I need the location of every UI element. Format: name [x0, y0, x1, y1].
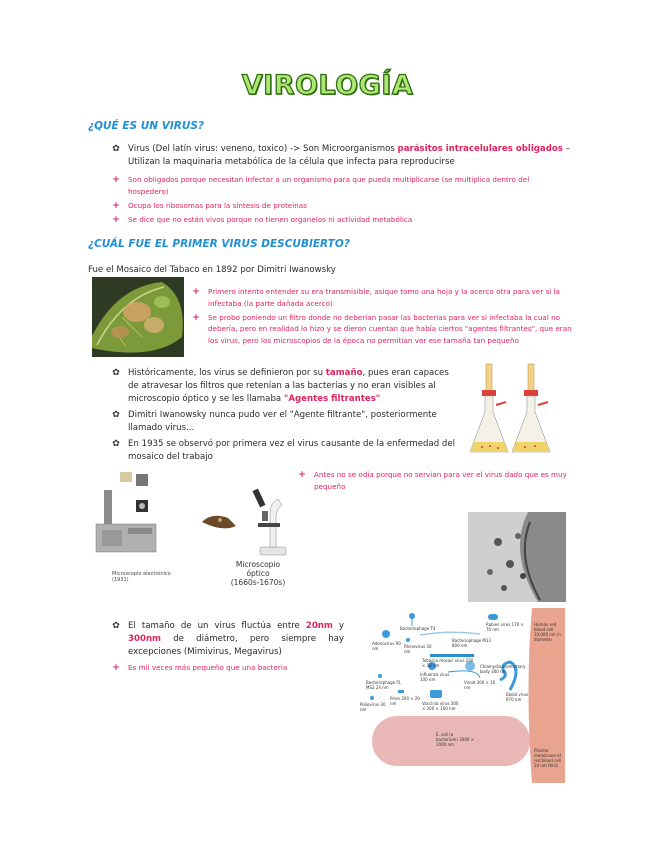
bullet-filtro: Se probo poniendo un filtro donde no deberían pasar las bacterias para ver si infectaba la cual no debería, pero en realidad lo hizo y se dieron cuentan que había ciertos "agentes filtrantes", que eran los virus, pero los microscopios de la época no permitian ver ese tamaña tan pequeño [208, 312, 572, 346]
flower-bullet-icon: ✿ [112, 621, 120, 631]
label-rbc: Human red blood cell 10,000 nm in diameter [534, 622, 561, 642]
page-title: VIROLOGÍA [241, 70, 414, 101]
history-highlight-filtrantes: "Agentes filtrantes" [283, 394, 381, 404]
definition-block [110, 143, 570, 169]
label-viroid: Viroid 300 × 10 nm [464, 680, 496, 690]
label-m13: Bacteriophage M13 800 nm [452, 638, 491, 648]
section-heading-what-is-virus: ¿QUÉ ES UN VIRUS? [88, 120, 205, 132]
plus-bullet-icon: + [192, 287, 200, 297]
definition-highlight: parásitos intracelulares obligados [397, 144, 563, 154]
antique-microscope-image [200, 508, 240, 532]
history-highlight-size: tamaño [325, 368, 363, 378]
first-virus-intro: Fue el Mosaico del Tabaco en 1892 por Dimitri Iwanowsky [88, 265, 336, 275]
plus-bullet-icon: + [112, 200, 120, 211]
size-highlight-min: 20nm [305, 621, 333, 631]
label-membrane: Plasma membrane of red blood cell 10 nm thick [534, 748, 562, 768]
label-chlamydia: Chlamydia elementary body 300 nm [480, 664, 526, 674]
plus-bullet-icon: + [112, 175, 120, 185]
size-block [110, 620, 344, 674]
section-heading-first-virus: ¿CUÁL FUE EL PRIMER VIRUS DESCUBIERTO? [88, 238, 350, 250]
size-comparison-diagram [360, 608, 565, 783]
iwanowsky-point: Dimitri Iwanowsky nunca pudo ver el "Agente filtrante", posteriormente llamado virus... [128, 410, 437, 433]
label-tobacco: Tobacco mosaic virus 250 × 18 nm [422, 658, 474, 668]
point-1935: En 1935 se observó por primera vez el virus causante de la enfermedad del mosaico del trabajo [128, 439, 456, 462]
label-vaccinia: Vaccinia virus 300 × 200 × 100 nm [422, 701, 459, 711]
plus-bullet-icon: + [112, 663, 120, 673]
flower-bullet-icon: ✿ [112, 144, 120, 154]
label-t4: Bacteriophage T4 [400, 626, 436, 631]
optical-caption-2: óptico [246, 569, 270, 578]
label-adenovirus: Adenovirus 90 nm [372, 641, 401, 651]
history-block [110, 367, 456, 464]
flower-bullet-icon: ✿ [112, 439, 120, 449]
section1-bullets [110, 174, 570, 226]
definition-rest: – Utilizan la maquinaria metabólica de la célula que infecta para reproducirse [128, 144, 570, 167]
size-highlight-max: 300nm [128, 634, 162, 644]
plus-bullet-icon: + [112, 214, 120, 225]
bullet-ribosomas: Ocupa los ribosomas para la síntesis de proteínas [128, 200, 307, 210]
label-rhinovirus: Rhinovirus 30 nm [404, 644, 432, 654]
history-text: Históricamente, los virus se definieron por su [128, 368, 326, 378]
definition-text: Virus (Del latín virus: veneno, toxico) -> Son Microorganismos [128, 144, 398, 154]
label-influenza: Influenza virus 100 nm [420, 672, 450, 682]
plus-bullet-icon: + [298, 470, 306, 480]
optical-caption-3: (1660s-1670s) [230, 578, 286, 587]
label-poliovirus: Poliovirus 30 nm [360, 702, 386, 712]
note-text: Antes no se odia porque no servian para ver el virus dado que es muy pequeño [314, 470, 567, 491]
label-prion: Prion 200 × 20 nm [390, 696, 420, 706]
size-text-2: y [332, 621, 344, 631]
flower-bullet-icon: ✿ [112, 410, 120, 420]
size-text-3: de diámetro, pero siempre hay excepciones (Mimivirus, Megavirus) [128, 634, 344, 657]
label-ebola: Ebola virus 970 nm [506, 692, 529, 702]
electron-micrograph-image [468, 512, 566, 602]
note-block [296, 469, 568, 493]
label-rabies: Rabies virus 170 × 70 nm [486, 622, 524, 632]
optical-microscope-image [248, 485, 290, 557]
bullet-mil-veces: Es mil veces más pequeño que una bacteria [128, 663, 288, 672]
section2-bullets [190, 286, 572, 347]
tobacco-leaf-image [92, 277, 184, 357]
electron-microscope-image [92, 470, 170, 574]
plus-bullet-icon: + [192, 312, 200, 323]
bullet-obligados: Son obligados porque necesitan infectar a un organismo para que pueda multiplicarse (se multiplica dentro del hospedero) [128, 175, 530, 196]
history-text-2: , pues eran capaces de atravesar los filtros que retenían a las bacterias y no eran visibles al microscopio óptico y se les llamaba [128, 368, 449, 404]
filter-flasks-image [470, 360, 562, 460]
bullet-transmisible: Primero intento entender su era transmisible, asique tomo una hoja y la acerco otra para ver si la infectaba (la parte dañada acerco) [208, 287, 560, 308]
label-ecoli: E. coli (a bacterium) 3000 × 1000 nm [436, 732, 475, 747]
bullet-no-vivos: Se dice que no están vivos porque no tienen organelos ni actividad metabólica [128, 214, 413, 224]
size-text: El tamaño de un virus fluctúa entre [128, 621, 306, 631]
electron-microscope-caption: Microscopio electrónico (1931) [112, 571, 171, 583]
flower-bullet-icon: ✿ [112, 368, 120, 378]
optical-microscope-caption [225, 560, 291, 587]
label-ms2: Bacteriophage f2, MS2 24 nm [366, 680, 402, 690]
optical-caption-1: Microscopio [235, 560, 281, 569]
